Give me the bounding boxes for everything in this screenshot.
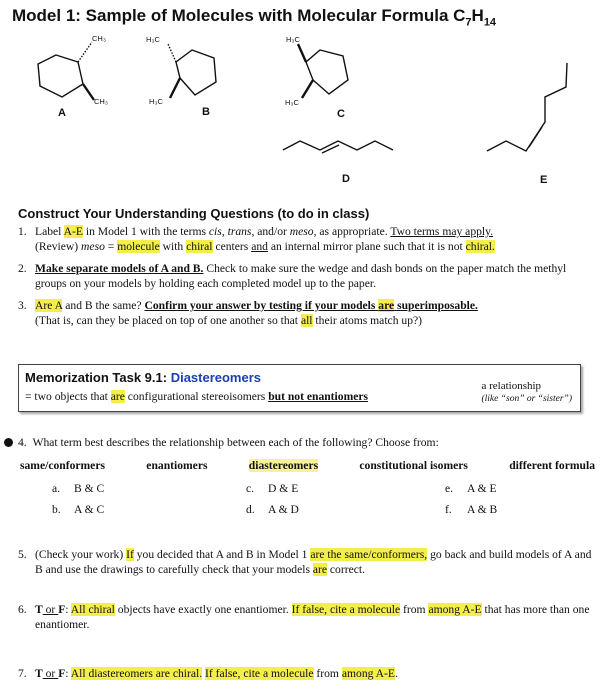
page-title: Model 1: Sample of Molecules with Molecular Formula $C_7H_{14}$ (12, 6, 497, 29)
substituent-a1: CH₃ (92, 34, 106, 43)
substituent-a2: CH₃ (94, 97, 108, 106)
question-3: 3. Are A and B the same? Confirm your answer by testing if your models are superimposable. (That is, can they be placed on top of one another so that all their atoms match up?) (18, 299, 478, 327)
wedge-bond-b2 (170, 78, 180, 98)
question-7: 7. T or F: All diastereomers are chiral. If false, cite a molecule from among A-E. (18, 667, 398, 680)
term-choice: same/conformers (20, 459, 105, 472)
wedge-bond-c2 (302, 80, 313, 98)
wedge-bond-a2 (83, 84, 94, 100)
option-f: f. A & B (445, 503, 498, 516)
molecule-e (487, 63, 567, 186)
substituent-b1: H₃C (146, 35, 160, 44)
substituent-b2: H₃C (149, 97, 163, 106)
term-choice: different formula (509, 459, 595, 472)
label-b: B (202, 106, 210, 118)
memorization-definition: = two objects that are configurational stereoisomers but not enantiomers (25, 390, 369, 403)
section-heading: Construct Your Understanding Questions (to do in class) (18, 206, 370, 221)
term-choices (20, 459, 595, 472)
label-d: D (342, 173, 350, 185)
term-choice: enantiomers (146, 459, 208, 472)
term-choice: diastereomers (248, 459, 319, 472)
molecule-a (38, 34, 108, 119)
substituent-c1: H₃C (286, 35, 300, 44)
option-a: a. B & C (52, 482, 105, 495)
option-e: e. A & E (445, 482, 497, 495)
molecule-d (283, 141, 393, 185)
double-bond-e (529, 127, 542, 147)
model-1-structures (0, 0, 611, 200)
chain-e (487, 63, 567, 151)
molecule-c (285, 35, 348, 120)
memorization-side-note: a relationship (like “son” or “sister”) (481, 380, 572, 404)
ring-b (176, 50, 216, 95)
memorization-task-box (18, 364, 581, 412)
question-4: 4. What term best describes the relationship between each of the following? Choose from: (18, 436, 439, 449)
ring-a (38, 55, 83, 97)
ring-c (306, 50, 348, 94)
term-choice: constitutional isomers (359, 459, 468, 472)
option-b: b. A & C (52, 503, 105, 516)
dash-bond-a1 (78, 42, 92, 62)
molecule-b (146, 35, 216, 118)
option-c: c. D & E (246, 482, 299, 495)
option-d: d. A & D (246, 503, 299, 516)
label-e: E (540, 174, 548, 186)
memorization-title: Memorization Task 9.1: Diastereomers (25, 370, 262, 385)
bullet-marker (4, 438, 13, 447)
questions-1-3 (18, 224, 593, 335)
wedge-bond-c1 (298, 44, 306, 62)
question-5: 5. (Check your work) If you decided that A and B in Model 1 are the same/conformers, go back and build models of A and B and use the drawings to carefully check that your models are correct. (18, 548, 592, 576)
label-c: C (337, 108, 345, 120)
question-2: 2. Make separate models of A and B. Check to make sure the wedge and dash bonds on the paper match the methyl groups on your models by holding each completed model up to the paper. (18, 262, 567, 290)
question-1: 1. Label A-E in Model 1 with the terms cis, trans, and/or meso, as appropriate. Two terms may apply. (Review) meso = molecule with chiral centers and an internal mirror plane such that it is not chiral. (18, 225, 495, 253)
label-a: A (58, 107, 66, 119)
double-bond-d (322, 145, 339, 153)
question-6: 6. T or F: All chiral objects have exactly one enantiomer. If false, cite a molecule from among A-E that has more than one enantiomer. (18, 603, 590, 631)
dash-bond-b1 (168, 44, 176, 62)
substituent-c2: H₃C (285, 98, 299, 107)
